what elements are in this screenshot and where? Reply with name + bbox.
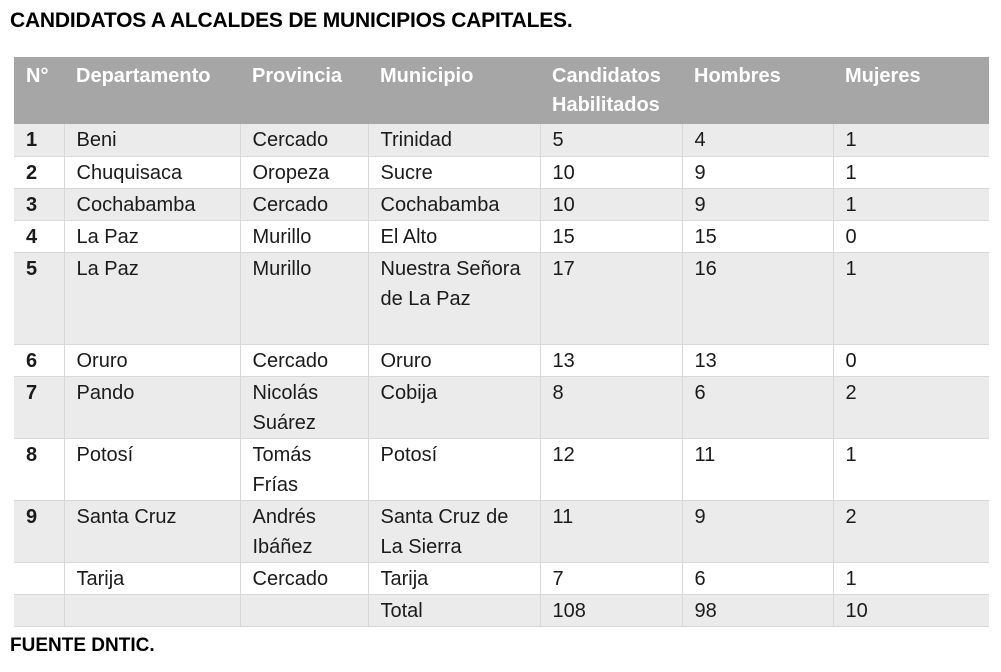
cell-departamento: Santa Cruz bbox=[64, 500, 240, 562]
cell-candidatos-habilitados: 13 bbox=[540, 344, 682, 376]
table-row bbox=[14, 188, 989, 220]
cell-n: 1 bbox=[14, 124, 64, 156]
cell-candidatos-habilitados: 5 bbox=[540, 124, 682, 156]
cell-candidatos-habilitados: 10 bbox=[540, 188, 682, 220]
cell-municipio: Nuestra Señora de La Paz bbox=[368, 252, 540, 344]
cell-hombres: 11 bbox=[682, 438, 833, 500]
cell-mujeres: 1 bbox=[833, 124, 989, 156]
cell-municipio: Total bbox=[368, 594, 540, 626]
cell-hombres: 9 bbox=[682, 500, 833, 562]
cell-municipio: Potosí bbox=[368, 438, 540, 500]
cell-hombres: 9 bbox=[682, 156, 833, 188]
cell-mujeres: 1 bbox=[833, 562, 989, 594]
cell-municipio: Santa Cruz de La Sierra bbox=[368, 500, 540, 562]
table-row bbox=[14, 124, 989, 156]
cell-n bbox=[14, 594, 64, 626]
cell-mujeres: 10 bbox=[833, 594, 989, 626]
cell-provincia: Cercado bbox=[240, 562, 368, 594]
cell-mujeres: 1 bbox=[833, 156, 989, 188]
candidates-table bbox=[14, 57, 989, 627]
cell-mujeres: 1 bbox=[833, 438, 989, 500]
cell-candidatos-habilitados: 15 bbox=[540, 220, 682, 252]
cell-provincia: Andrés Ibáñez bbox=[240, 500, 368, 562]
cell-municipio: Cochabamba bbox=[368, 188, 540, 220]
cell-mujeres: 2 bbox=[833, 376, 989, 438]
cell-provincia: Oropeza bbox=[240, 156, 368, 188]
table-row bbox=[14, 252, 989, 344]
cell-mujeres: 1 bbox=[833, 252, 989, 344]
cell-candidatos-habilitados: 11 bbox=[540, 500, 682, 562]
cell-municipio: Oruro bbox=[368, 344, 540, 376]
cell-hombres: 98 bbox=[682, 594, 833, 626]
cell-departamento: La Paz bbox=[64, 252, 240, 344]
cell-candidatos-habilitados: 108 bbox=[540, 594, 682, 626]
table-row bbox=[14, 438, 989, 500]
column-header-departamento: Departamento bbox=[64, 57, 240, 124]
cell-n: 6 bbox=[14, 344, 64, 376]
cell-candidatos-habilitados: 7 bbox=[540, 562, 682, 594]
cell-provincia: Cercado bbox=[240, 344, 368, 376]
cell-hombres: 13 bbox=[682, 344, 833, 376]
cell-municipio: El Alto bbox=[368, 220, 540, 252]
cell-candidatos-habilitados: 12 bbox=[540, 438, 682, 500]
table-row bbox=[14, 344, 989, 376]
cell-n: 8 bbox=[14, 438, 64, 500]
cell-mujeres: 0 bbox=[833, 344, 989, 376]
column-header-municipio: Municipio bbox=[368, 57, 540, 124]
table-row bbox=[14, 500, 989, 562]
column-header-provincia: Provincia bbox=[240, 57, 368, 124]
cell-provincia: Tomás Frías bbox=[240, 438, 368, 500]
cell-n bbox=[14, 562, 64, 594]
cell-hombres: 9 bbox=[682, 188, 833, 220]
table-row bbox=[14, 156, 989, 188]
cell-provincia: Murillo bbox=[240, 252, 368, 344]
cell-departamento: Beni bbox=[64, 124, 240, 156]
cell-n: 4 bbox=[14, 220, 64, 252]
cell-departamento: Potosí bbox=[64, 438, 240, 500]
cell-n: 5 bbox=[14, 252, 64, 344]
cell-departamento: Cochabamba bbox=[64, 188, 240, 220]
page-title: CANDIDATOS A ALCALDES DE MUNICIPIOS CAPITALES. bbox=[10, 9, 573, 32]
cell-candidatos-habilitados: 8 bbox=[540, 376, 682, 438]
cell-hombres: 15 bbox=[682, 220, 833, 252]
cell-mujeres: 2 bbox=[833, 500, 989, 562]
column-header-n: N° bbox=[14, 57, 64, 124]
cell-departamento bbox=[64, 594, 240, 626]
cell-candidatos-habilitados: 10 bbox=[540, 156, 682, 188]
cell-hombres: 4 bbox=[682, 124, 833, 156]
cell-municipio: Sucre bbox=[368, 156, 540, 188]
cell-municipio: Trinidad bbox=[368, 124, 540, 156]
header-row bbox=[14, 57, 989, 124]
cell-provincia: Nicolás Suárez bbox=[240, 376, 368, 438]
cell-municipio: Cobija bbox=[368, 376, 540, 438]
cell-n: 3 bbox=[14, 188, 64, 220]
table-row bbox=[14, 220, 989, 252]
cell-n: 7 bbox=[14, 376, 64, 438]
cell-provincia: Cercado bbox=[240, 188, 368, 220]
cell-provincia bbox=[240, 594, 368, 626]
cell-departamento: Chuquisaca bbox=[64, 156, 240, 188]
cell-hombres: 6 bbox=[682, 376, 833, 438]
table-header bbox=[14, 57, 989, 124]
table-row bbox=[14, 594, 989, 626]
cell-municipio: Tarija bbox=[368, 562, 540, 594]
cell-n: 2 bbox=[14, 156, 64, 188]
cell-hombres: 6 bbox=[682, 562, 833, 594]
source-note: FUENTE DNTIC. bbox=[10, 634, 155, 656]
cell-departamento: La Paz bbox=[64, 220, 240, 252]
table-body bbox=[14, 124, 989, 626]
cell-n: 9 bbox=[14, 500, 64, 562]
cell-mujeres: 1 bbox=[833, 188, 989, 220]
cell-hombres: 16 bbox=[682, 252, 833, 344]
cell-provincia: Cercado bbox=[240, 124, 368, 156]
cell-provincia: Murillo bbox=[240, 220, 368, 252]
cell-departamento: Tarija bbox=[64, 562, 240, 594]
column-header-mujeres: Mujeres bbox=[833, 57, 989, 124]
column-header-candidatos-habilitados: Candidatos Habilitados bbox=[540, 57, 682, 124]
cell-candidatos-habilitados: 17 bbox=[540, 252, 682, 344]
table-row bbox=[14, 562, 989, 594]
cell-departamento: Oruro bbox=[64, 344, 240, 376]
cell-departamento: Pando bbox=[64, 376, 240, 438]
column-header-hombres: Hombres bbox=[682, 57, 833, 124]
table-row bbox=[14, 376, 989, 438]
cell-mujeres: 0 bbox=[833, 220, 989, 252]
